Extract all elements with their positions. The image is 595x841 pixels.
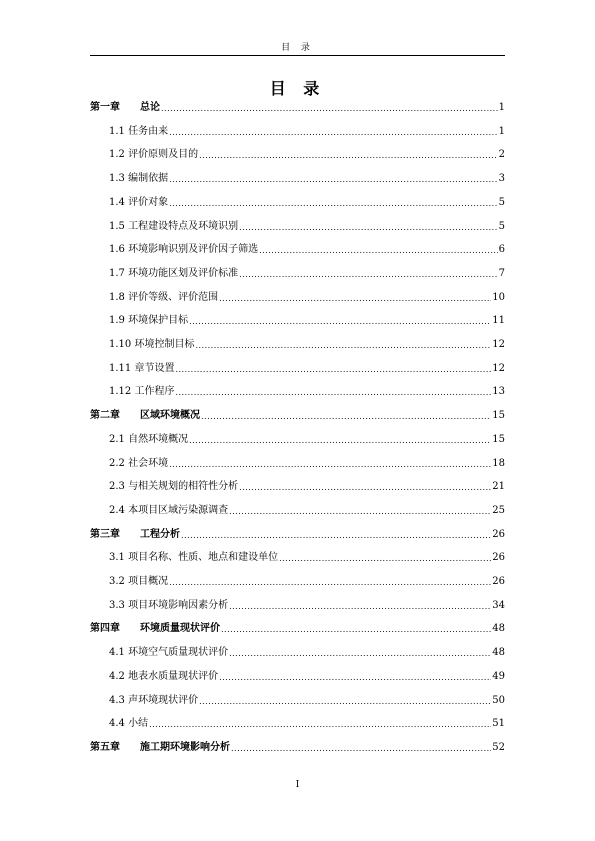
toc-section-entry[interactable] <box>90 598 505 612</box>
toc-page-number: 2 <box>498 149 505 161</box>
toc-page-number: 18 <box>492 457 505 469</box>
toc-dot-leader <box>169 175 498 185</box>
toc-page-number: 12 <box>492 362 505 374</box>
toc-section-entry[interactable] <box>90 124 505 138</box>
toc-page-number: 21 <box>492 481 505 493</box>
toc-dot-leader <box>181 531 491 541</box>
toc-dot-leader <box>259 246 498 256</box>
toc-dot-leader <box>229 602 491 612</box>
toc-section-title: 3.1 项目名称、性质、地点和建设单位 <box>109 552 279 564</box>
toc-section-entry[interactable] <box>90 479 505 493</box>
toc-section-entry[interactable] <box>90 716 505 730</box>
running-header-title: 目 录 <box>281 43 314 53</box>
toc-dot-leader <box>229 507 491 517</box>
footer-page-number: I <box>295 780 300 790</box>
toc-section-title: 1.8 评价等级、评价范围 <box>109 291 219 303</box>
toc-dot-leader <box>239 483 491 493</box>
toc-section-title: 1.2 评价原则及目的 <box>109 149 199 161</box>
toc-page-number: 1 <box>498 102 505 113</box>
toc-section-entry[interactable] <box>90 645 505 659</box>
toc-section-title: 1.11 章节设置 <box>109 362 175 374</box>
toc-page-number: 7 <box>498 267 505 279</box>
toc-section-title: 4.4 小结 <box>109 718 149 730</box>
toc-section-title: 4.2 地表水质量现状评价 <box>109 670 219 682</box>
toc-section-title: 1.1 任务由来 <box>109 125 169 137</box>
toc-section-title: 1.10 环境控制目标 <box>109 339 195 350</box>
toc-section-entry[interactable] <box>90 693 505 707</box>
toc-chapter-entry[interactable] <box>90 408 505 422</box>
toc-section-title: 2.2 社会环境 <box>109 457 169 469</box>
toc-page-number: 48 <box>492 623 505 635</box>
toc-page-number: 11 <box>492 315 505 327</box>
toc-section-title: 1.12 工作程序 <box>109 386 175 398</box>
toc-section-entry[interactable] <box>90 313 505 327</box>
toc-dot-leader <box>189 436 491 446</box>
toc-chapter-number: 第三章 <box>90 528 120 540</box>
toc-page-number: 10 <box>492 291 505 303</box>
toc-page-number: 26 <box>492 552 505 564</box>
toc-page-number: 52 <box>492 741 505 753</box>
toc-page-number: 26 <box>492 528 505 540</box>
toc-section-title: 2.3 与相关规划的相符性分析 <box>109 481 239 493</box>
toc-chapter-title: 区域环境概况 <box>140 410 200 422</box>
toc-dot-leader <box>231 744 491 754</box>
toc-chapter-entry[interactable] <box>90 621 505 635</box>
header-divider <box>90 55 505 56</box>
toc-dot-leader <box>169 199 498 209</box>
toc-page-number: 1 <box>498 125 505 137</box>
toc-chapter-title: 施工期环境影响分析 <box>140 741 230 753</box>
toc-dot-leader <box>239 223 498 233</box>
toc-dot-leader <box>149 720 491 730</box>
toc-section-entry[interactable] <box>90 384 505 398</box>
toc-dot-leader <box>199 151 498 161</box>
toc-section-entry[interactable] <box>90 266 505 280</box>
toc-dot-leader <box>219 294 491 304</box>
toc-section-entry[interactable] <box>90 337 505 351</box>
toc-page-number: 5 <box>498 220 505 232</box>
toc-page-number: 49 <box>492 670 505 682</box>
toc-page-number: 51 <box>492 718 505 730</box>
toc-section-entry[interactable] <box>90 195 505 209</box>
toc-section-title: 3.2 项目概况 <box>109 576 169 587</box>
toc-chapter-title: 环境质量现状评价 <box>140 623 220 635</box>
toc-page-number: 15 <box>492 433 505 445</box>
toc-dot-leader <box>279 554 491 564</box>
toc-section-title: 1.6 环境影响识别及评价因子筛选 <box>109 244 259 256</box>
toc-section-entry[interactable] <box>90 361 505 375</box>
toc-section-title: 1.3 编制依据 <box>109 173 169 185</box>
toc-chapter-entry[interactable] <box>90 740 505 754</box>
toc-dot-leader <box>221 625 491 635</box>
toc-chapter-entry[interactable] <box>90 100 505 114</box>
toc-section-entry[interactable] <box>90 219 505 233</box>
toc-page-number: 48 <box>492 647 505 659</box>
toc-chapter-number: 第四章 <box>90 623 120 635</box>
toc-page-number: 5 <box>498 196 505 208</box>
toc-section-title: 1.4 评价对象 <box>109 196 169 208</box>
toc-section-title: 3.3 项目环境影响因素分析 <box>109 599 229 611</box>
toc-section-entry[interactable] <box>90 171 505 185</box>
toc-dot-leader <box>229 649 491 659</box>
toc-section-entry[interactable] <box>90 242 505 256</box>
toc-chapter-number: 第二章 <box>90 410 120 422</box>
page-title: 目 录 <box>269 79 326 98</box>
toc-page-number: 15 <box>492 410 505 422</box>
toc-section-entry[interactable] <box>90 456 505 470</box>
toc-section-entry[interactable] <box>90 432 505 446</box>
toc-dot-leader <box>175 388 491 398</box>
toc-page-number: 26 <box>492 576 505 587</box>
toc-section-title: 1.5 工程建设特点及环境识别 <box>109 220 239 232</box>
toc-section-entry[interactable] <box>90 290 505 304</box>
toc-section-title: 4.3 声环境现状评价 <box>109 694 199 706</box>
toc-dot-leader <box>219 673 491 683</box>
toc-section-entry[interactable] <box>90 574 505 588</box>
toc-dot-leader <box>169 578 491 588</box>
toc-section-entry[interactable] <box>90 147 505 161</box>
toc-section-title: 4.1 环境空气质量现状评价 <box>109 647 229 659</box>
toc-section-entry[interactable] <box>90 669 505 683</box>
toc-section-title: 2.4 本项目区域污染源调查 <box>109 504 229 516</box>
toc-dot-leader <box>201 412 491 422</box>
toc-section-entry[interactable] <box>90 503 505 517</box>
toc-section-title: 1.7 环境功能区划及评价标准 <box>109 267 239 279</box>
toc-section-entry[interactable] <box>90 550 505 564</box>
toc-page-number: 25 <box>492 504 505 516</box>
toc-chapter-title: 工程分析 <box>140 528 180 540</box>
toc-page-number: 50 <box>492 694 505 706</box>
toc-section-title: 1.9 环境保护目标 <box>109 315 189 327</box>
toc-dot-leader <box>169 128 498 138</box>
toc-chapter-title: 总论 <box>140 102 160 113</box>
toc-page-number: 34 <box>492 599 505 611</box>
toc-dot-leader <box>175 365 491 375</box>
toc-chapter-number: 第五章 <box>90 741 120 753</box>
toc-dot-leader <box>161 104 498 114</box>
toc-page-number: 3 <box>498 173 505 185</box>
toc-dot-leader <box>169 460 491 470</box>
toc-dot-leader <box>239 270 498 280</box>
toc-chapter-number: 第一章 <box>90 102 120 113</box>
toc-dot-leader <box>189 317 491 327</box>
toc-page-number: 12 <box>492 339 505 350</box>
toc-chapter-entry[interactable] <box>90 527 505 541</box>
toc-dot-leader <box>199 697 491 707</box>
toc-page-number: 6 <box>498 244 505 256</box>
toc-dot-leader <box>195 341 491 351</box>
toc-section-title: 2.1 自然环境概况 <box>109 433 189 445</box>
toc-page-number: 13 <box>492 386 505 398</box>
